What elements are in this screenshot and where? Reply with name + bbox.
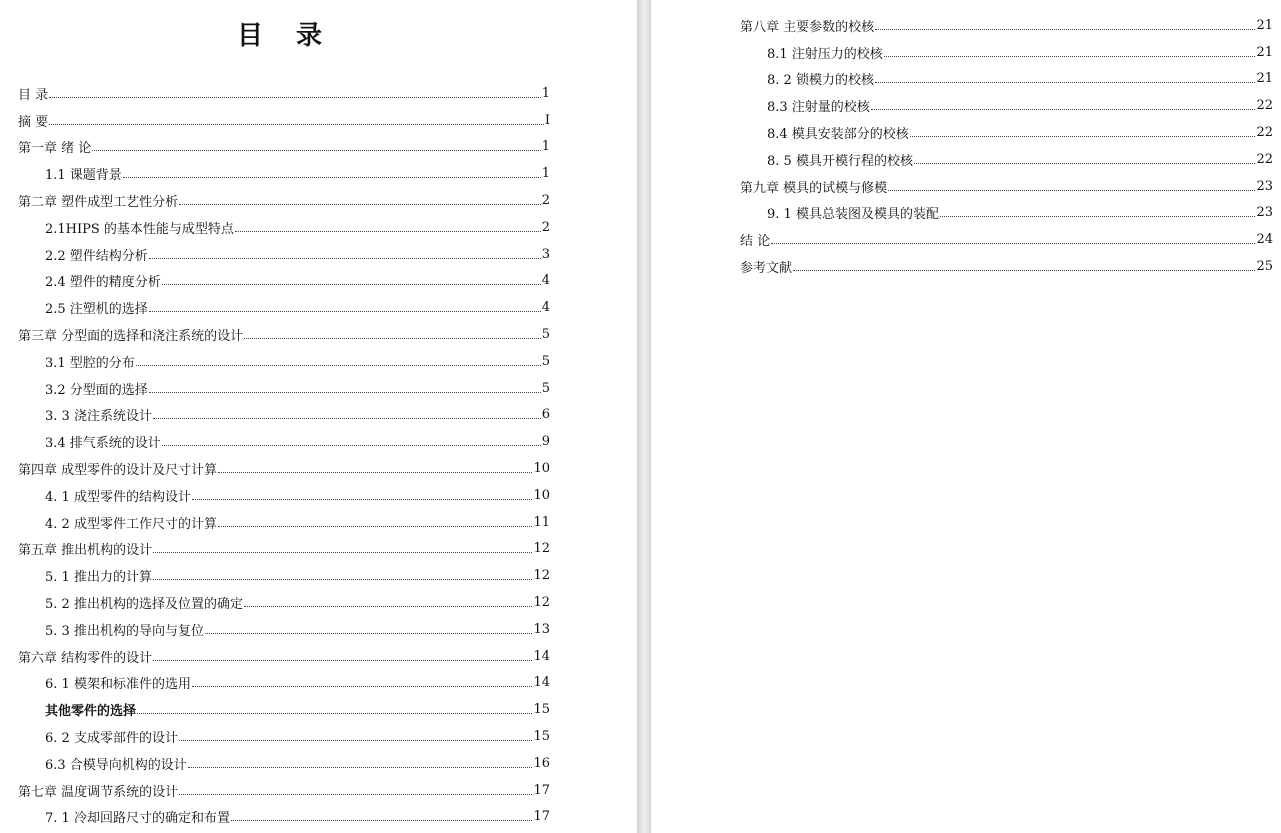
toc-entry-title: 第六章 结构零件的设计 xyxy=(18,650,153,666)
toc-entry-title: 2.4 塑件的精度分析 xyxy=(45,275,161,291)
toc-entry[interactable] xyxy=(740,146,1273,173)
toc-entry-title: 4. 1 成型零件的结构设计 xyxy=(45,489,191,505)
toc-leader-dots xyxy=(205,632,533,634)
toc-entry[interactable] xyxy=(18,750,550,777)
toc-entry-title: 第一章 绪 论 xyxy=(18,141,92,157)
toc-leader-dots xyxy=(875,81,1256,83)
toc-entry-title: 第四章 成型零件的设计及尺寸计算 xyxy=(18,463,218,479)
toc-entry[interactable] xyxy=(18,241,550,268)
toc-entry[interactable] xyxy=(18,696,550,723)
toc-entry[interactable] xyxy=(18,107,550,134)
toc-entry-page: 24 xyxy=(1256,232,1273,248)
toc-entry-title: 6. 1 模架和标准件的选用 xyxy=(45,677,191,693)
toc-entry-page: 15 xyxy=(533,729,550,745)
toc-leader-dots xyxy=(153,659,532,661)
toc-leader-dots xyxy=(192,498,533,500)
toc-leader-dots xyxy=(149,257,541,259)
toc-entry[interactable] xyxy=(18,348,550,375)
toc-entry-page: 23 xyxy=(1256,178,1273,194)
toc-entry[interactable] xyxy=(18,509,550,536)
toc-entry-page: 23 xyxy=(1256,205,1273,221)
toc-entry-page: 12 xyxy=(533,541,550,557)
toc-leader-dots xyxy=(136,364,541,366)
toc-entry-page: 17 xyxy=(533,809,550,825)
toc-entry-title: 1.1 课题背景 xyxy=(45,168,122,184)
toc-entry-title: 第三章 分型面的选择和浇注系统的设计 xyxy=(18,329,244,345)
toc-entry-page: 2 xyxy=(541,219,550,235)
toc-leader-dots xyxy=(871,108,1256,110)
toc-leader-dots xyxy=(192,685,533,687)
toc-entry[interactable] xyxy=(740,173,1273,200)
toc-leader-dots xyxy=(123,176,541,178)
toc-entry[interactable] xyxy=(18,402,550,429)
toc-heading: 目 录 xyxy=(236,21,335,51)
toc-entry-title: 5. 1 推出力的计算 xyxy=(45,570,152,586)
toc-entry-page: 9 xyxy=(541,434,550,450)
toc-leader-dots xyxy=(888,189,1255,191)
toc-entry[interactable] xyxy=(18,428,550,455)
toc-entry-page: 15 xyxy=(533,702,550,718)
toc-entry-page: 22 xyxy=(1256,151,1273,167)
toc-leader-dots xyxy=(188,766,533,768)
toc-entry[interactable] xyxy=(18,187,550,214)
toc-entry-page: 13 xyxy=(533,621,550,637)
toc-list-left xyxy=(18,80,550,830)
toc-leader-dots xyxy=(244,337,541,339)
toc-entry-page: 5 xyxy=(541,327,550,343)
toc-entry-title: 5. 2 推出机构的选择及位置的确定 xyxy=(45,597,243,613)
toc-entry[interactable] xyxy=(740,92,1273,119)
toc-entry-page: 5 xyxy=(541,353,550,369)
toc-entry[interactable] xyxy=(740,66,1273,93)
toc-entry[interactable] xyxy=(18,670,550,697)
toc-entry-title: 第八章 主要参数的校核 xyxy=(740,19,875,35)
toc-entry-title: 3.2 分型面的选择 xyxy=(45,382,148,398)
toc-entry-page: 2 xyxy=(541,193,550,209)
toc-entry[interactable] xyxy=(18,134,550,161)
toc-leader-dots xyxy=(153,578,533,580)
toc-entry-title: 8. 5 模具开模行程的校核 xyxy=(767,153,913,169)
toc-entry-title: 2.2 塑件结构分析 xyxy=(45,248,148,264)
toc-leader-dots xyxy=(49,123,544,125)
toc-entry-page: 10 xyxy=(533,461,550,477)
document-page-left xyxy=(0,0,637,833)
toc-entry-page: 4 xyxy=(541,300,550,316)
toc-entry-title: 摘 要 xyxy=(18,114,49,130)
toc-entry[interactable] xyxy=(18,80,550,107)
toc-entry-page: 12 xyxy=(533,595,550,611)
toc-entry[interactable] xyxy=(18,723,550,750)
toc-entry-page: 12 xyxy=(533,568,550,584)
toc-entry[interactable] xyxy=(740,119,1273,146)
toc-entry-page: 25 xyxy=(1256,259,1273,275)
toc-entry-page: 22 xyxy=(1256,125,1273,141)
toc-leader-dots xyxy=(914,162,1256,164)
toc-leader-dots xyxy=(244,605,533,607)
toc-entry-title: 8.1 注射压力的校核 xyxy=(767,46,883,62)
toc-entry-page: 21 xyxy=(1256,71,1273,87)
toc-entry-title: 3. 3 浇注系统设计 xyxy=(45,409,152,425)
toc-leader-dots xyxy=(49,96,541,98)
toc-leader-dots xyxy=(137,712,532,714)
toc-entry-page: 11 xyxy=(533,514,550,530)
toc-entry-page: 17 xyxy=(533,782,550,798)
toc-leader-dots xyxy=(153,551,532,553)
toc-entry-page: 16 xyxy=(533,755,550,771)
page-gutter xyxy=(637,0,651,833)
toc-entry-title: 目 录 xyxy=(18,87,49,103)
toc-entry-page: 3 xyxy=(541,246,550,262)
toc-entry[interactable] xyxy=(18,536,550,563)
toc-entry-title: 参考文献 xyxy=(740,261,793,277)
toc-entry-title: 9. 1 模具总装图及模具的装配 xyxy=(767,207,939,223)
toc-entry-page: 4 xyxy=(541,273,550,289)
toc-entry[interactable] xyxy=(18,160,550,187)
toc-entry[interactable] xyxy=(740,39,1273,66)
toc-leader-dots xyxy=(149,391,541,393)
toc-entry-title: 5. 3 推出机构的导向与复位 xyxy=(45,623,204,639)
toc-entry-page: 1 xyxy=(541,139,550,155)
toc-entry-page: 14 xyxy=(533,648,550,664)
toc-leader-dots xyxy=(218,471,532,473)
toc-leader-dots xyxy=(153,417,541,419)
toc-leader-dots xyxy=(940,215,1256,217)
toc-leader-dots xyxy=(875,28,1255,30)
toc-leader-dots xyxy=(149,310,541,312)
toc-entry-title: 8.3 注射量的校核 xyxy=(767,100,870,116)
toc-entry-page: 1 xyxy=(541,85,550,101)
toc-leader-dots xyxy=(162,444,541,446)
toc-entry-title: 其他零件的选择 xyxy=(45,704,137,720)
toc-list-right xyxy=(740,12,1273,280)
toc-leader-dots xyxy=(231,819,533,821)
toc-entry[interactable] xyxy=(740,226,1273,253)
toc-entry-title: 6. 2 支成零部件的设计 xyxy=(45,731,178,747)
toc-entry[interactable] xyxy=(18,294,550,321)
toc-leader-dots xyxy=(884,55,1256,57)
toc-entry-title: 第二章 塑件成型工艺性分析 xyxy=(18,195,179,211)
toc-entry-title: 6.3 合模导向机构的设计 xyxy=(45,757,187,773)
toc-entry-title: 8. 2 锁模力的校核 xyxy=(767,73,874,89)
toc-entry[interactable] xyxy=(18,321,550,348)
toc-entry-title: 8.4 模具安装部分的校核 xyxy=(767,127,909,143)
toc-entry[interactable] xyxy=(18,455,550,482)
toc-leader-dots xyxy=(793,269,1255,271)
toc-entry[interactable] xyxy=(18,616,550,643)
toc-entry-page: 5 xyxy=(541,380,550,396)
toc-entry[interactable] xyxy=(740,253,1273,280)
toc-entry-page: 6 xyxy=(541,407,550,423)
toc-entry-title: 第九章 模具的试模与修模 xyxy=(740,180,888,196)
toc-leader-dots xyxy=(218,525,533,527)
toc-leader-dots xyxy=(162,283,541,285)
toc-leader-dots xyxy=(179,739,533,741)
toc-entry-title: 3.1 型腔的分布 xyxy=(45,355,135,371)
toc-leader-dots xyxy=(910,135,1256,137)
toc-entry[interactable] xyxy=(740,200,1273,227)
toc-entry[interactable] xyxy=(18,562,550,589)
toc-entry-title: 2.1HIPS 的基本性能与成型特点 xyxy=(45,221,234,237)
toc-entry-page: 21 xyxy=(1256,17,1273,33)
toc-entry[interactable] xyxy=(740,12,1273,39)
toc-entry-title: 第五章 推出机构的设计 xyxy=(18,543,153,559)
toc-entry-title: 3.4 排气系统的设计 xyxy=(45,436,161,452)
toc-entry[interactable] xyxy=(18,482,550,509)
document-page-right xyxy=(651,0,1281,833)
toc-entry[interactable] xyxy=(18,643,550,670)
toc-entry[interactable] xyxy=(18,777,550,804)
toc-entry-title: 4. 2 成型零件工作尺寸的计算 xyxy=(45,516,217,532)
toc-leader-dots xyxy=(92,149,540,151)
toc-leader-dots xyxy=(179,793,532,795)
toc-entry-page: 22 xyxy=(1256,98,1273,114)
toc-leader-dots xyxy=(771,242,1255,244)
toc-entry-title: 7. 1 冷却回路尺寸的确定和布置 xyxy=(45,811,230,827)
toc-entry[interactable] xyxy=(18,268,550,295)
toc-entry-page: 1 xyxy=(541,166,550,182)
toc-entry[interactable] xyxy=(18,375,550,402)
toc-entry-page: 14 xyxy=(533,675,550,691)
toc-entry-page: 21 xyxy=(1256,44,1273,60)
toc-leader-dots xyxy=(179,203,541,205)
toc-entry-title: 第七章 温度调节系统的设计 xyxy=(18,784,179,800)
toc-entry[interactable] xyxy=(18,589,550,616)
toc-entry[interactable] xyxy=(18,804,550,831)
toc-entry-title: 结 论 xyxy=(740,234,771,250)
toc-entry[interactable] xyxy=(18,214,550,241)
toc-entry-title: 2.5 注塑机的选择 xyxy=(45,302,148,318)
toc-entry-page: I xyxy=(544,112,550,128)
toc-entry-page: 10 xyxy=(533,487,550,503)
toc-leader-dots xyxy=(235,230,541,232)
